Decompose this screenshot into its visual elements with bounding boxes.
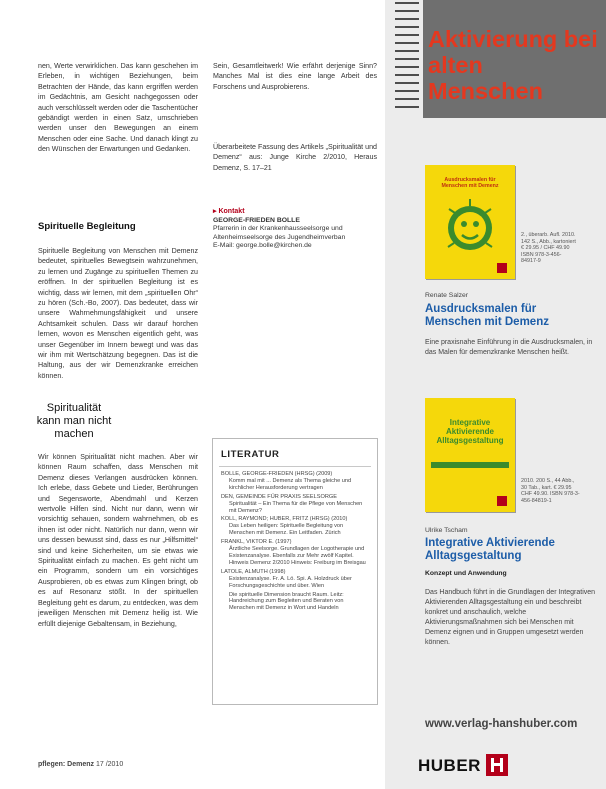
book2-author: Ulrike Tscham	[425, 527, 468, 534]
book1-meta-line: € 29.95 / CHF 49.90	[521, 245, 570, 252]
page-footer	[38, 761, 123, 768]
article-column-1-wrap	[118, 397, 198, 449]
book2-subtitle: Konzept und Anwendung	[425, 570, 507, 577]
entry-title: Ärztliche Seelsorge. Grundlagen der Logotherapie und Existenzanalyse. Ebenfalls zur Mehr zwölf Kapitel. Hinweis Demenz 2/2010 Hinweis: Freiburg im Breisgau	[229, 546, 366, 566]
literature-entry	[221, 494, 369, 515]
article-column-1-body-2	[38, 452, 198, 752]
article-column-1-body	[38, 246, 198, 396]
contact-name: GEORGE-FRIEDEN BOLLE	[213, 216, 300, 224]
huber-logo-icon	[486, 754, 508, 776]
article-column-1-top	[38, 61, 198, 155]
entry-title: Die spirituelle Dimension braucht Raum. Leitz: Handreichung zum Begleiten und Beraten von Menschen mit Demenz in Wort und Handeln	[229, 591, 344, 612]
book1-description: Eine praxisnahe Einführung in die Ausdrucksmalen, in das Malen für demenzkranke Menschen heißt.	[425, 339, 593, 356]
book2-meta-line: 456-84819-1	[521, 497, 552, 504]
literature-entry	[221, 516, 369, 537]
book-cover-alltagsgestaltung[interactable]	[425, 398, 515, 512]
book1-author: Renate Salzer	[425, 292, 469, 299]
literature-title: LITERATUR	[221, 449, 280, 460]
entry-author: FRANKL, VIKTOR E. (1997)	[221, 539, 292, 546]
book-cover-title: Ausdrucksmalen für Menschen mit Demenz	[441, 177, 499, 190]
book2-meta-line: 30 Tab., kart. € 29.95	[521, 484, 572, 491]
publisher-name: HUBER	[418, 756, 481, 775]
divider	[219, 466, 371, 467]
book2-meta-line: 2010. 200 S., 44 Abb.,	[521, 478, 575, 484]
pull-quote: Spiritualität kann man nicht machen	[36, 402, 112, 440]
literature-entry	[221, 539, 369, 567]
book-cover-title: Integrative Aktivierende Alltagsgestaltung	[436, 418, 504, 445]
article-section	[38, 222, 198, 232]
entry-title: Das Leben heiligen: Spirituelle Begleitung von Menschen mit Demenz. Ein Leitfaden. Zürich	[229, 523, 344, 537]
book2-description: Das Handbuch führt in die Grundlagen der Integrativen Aktivierenden Alltagsgestaltung ein und beschreibt konkret und anschaulich, welche Aktivierungsmaßnahmen sich bei Menschen mit Demenz eignen und in Gruppen umgesetzt werden können.	[425, 589, 596, 646]
issue-number: 17 /2010	[95, 761, 124, 768]
source-note: Überarbeitete Fassung des Artikels „Spiritualität und Demenz“ aus: Junge Kirche 2/2010, Heraus Demenz, S. 17–21	[213, 143, 377, 172]
book2-meta-line: CHF 49.90. ISBN 978-3-	[521, 491, 580, 498]
entry-title: Existenzanalyse. Fr. A. Lö. Spi. A. Holzdruck über Forschungsgeschichte und über. Wien	[229, 575, 352, 589]
book1-meta-line: 142 S., Abb., kartoniert	[521, 238, 576, 245]
book-cover-ausdrucksmalen[interactable]	[425, 165, 515, 279]
painted-face-icon	[445, 197, 495, 259]
literature-box	[212, 438, 378, 705]
book2-meta	[521, 478, 603, 504]
book1-meta-line: ISBN 978-3-456-	[521, 251, 562, 258]
literature-entry	[221, 471, 369, 492]
section-heading: Spirituelle Begleitung	[38, 221, 136, 232]
article-paragraph: nen, Werte verwirklichen. Das kann geschehen im Erleben, in wichtigen Beziehungen, beim Betrachten der Hände, das kann ergriffen werden im Gedächtnis, am Gesicht nachgegossen oder auch verschlüsselt werden oder die Taschentücher gebändigt werden in einen Satz, umschrieben werden unser den Bewegungen an einem Menschen oder eine Sache. Und danach klingt zu den Wünschen der Erwartungen und Gedanken.	[38, 62, 198, 154]
ad-title: Aktivierung bei alten Menschen	[428, 26, 598, 104]
contact-box	[213, 208, 378, 251]
article-paragraph: Spirituelle Begleitung von Menschen mit Demenz bedeutet, spirituelles Bewegtsein wahrzunehmen, zu lernen und Zugänge zu spirituellen Themen zu eröffnen. In der spirituellen Begleitung ist es wichtig, dass wir lernen, mit dem „spirituellen Ohr“ zu hören (Sch.-Bo, 2007). Das bedeutet, dass wir unsere Wahrnehmungsfähigkeit und unsere Achtsamkeit schulen. Dass wir darauf horchen lernen, wovon es Menschen eigentlich geht, was unser Gegenüber im Innern bewegt und was das wir ihm mit Wertschätzung begegnen. Das ist die Haltung, aus der wir Demenzkranke erreichen können.	[38, 247, 198, 380]
article-source-note	[213, 142, 377, 173]
cover-band	[431, 462, 509, 468]
journal-name: pflegen: Demenz	[38, 761, 95, 768]
publisher-url[interactable]: www.verlag-hanshuber.com	[425, 718, 578, 730]
article-paragraph: Sein, Gesamtleitwerk! Wie erfährt derjenige Sinn? Manches Mal ist dies eine lange Arbeit des Forschens und Ausprobierens.	[213, 62, 377, 91]
book1-title: Ausdrucksmalen für Menschen mit Demenz	[425, 303, 549, 328]
contact-label-text: Kontakt	[218, 208, 245, 215]
entry-title: Spiritualität – Ein Thema für die Pflege von Menschen mit Demenz?	[229, 500, 363, 514]
entry-author: LATOLE, ALMUTH (1998)	[221, 568, 286, 575]
literature-entry	[221, 592, 369, 613]
article-paragraph: Wir können Spiritualität nicht machen. Aber wir können Raum schaffen, dass Menschen mit Demenz dieses Verlangen ausdrücken können. Ich erlebe, dass Gebete und Lieder, Berührungen und Segensworte, Abendmahl und Kerzen wertvolle Hilfen sind. Nicht nur dann, wenn wir vorsichtig sehauen, sondern wahrnehmen, ob es ihnen ist oder nicht. Natürlich nur dann, wenn wir uns dessen bewusst sind, dass es nur „Hilfsmittel“ sind und keine Sicherheiten, um sie etwas wie Spiritualität einfach zu machen. Es geht nicht um ein Programm, sondern um ein vorsichtiges Ausprobieren, ob es etwas zum Klingen bringt, ob es auf Resonanz stößt. In der spirituellen Begleitung geht es darum, zu entdecken, was dem jeweiligen Menschen mit Demenz heilig ist. Wie erfüllt diejenige Gebaltensam, in Beziehung,	[38, 453, 198, 628]
contact-label: ▸ Kontakt	[213, 208, 245, 215]
entry-title: Komm mal mit ... Demenz als Thema gleiche und kirchlicher Herausforderung vertragen	[229, 477, 352, 491]
contact-email[interactable]: E-Mail: george.bolle@kirchen.de	[213, 242, 312, 250]
literature-entry	[221, 569, 369, 590]
publisher-logo-icon	[497, 496, 507, 506]
entry-author: DEN, GEMEINDE FÜR PRAXIS SEELSORGE	[221, 493, 337, 500]
publisher-logo-icon	[497, 263, 507, 273]
book1-meta-line: 84917-9	[521, 258, 541, 265]
advertisement	[385, 0, 606, 789]
contact-line: Altenheimseelsorge des Jugendheimverban	[213, 233, 346, 241]
contact-line: Pfarrerin in der Krankenhausseelsorge und	[213, 225, 343, 233]
entry-author: BOLLE, GEORGE-FRIEDEN (HRSG) (2009)	[221, 471, 333, 477]
article-column-2-top	[213, 61, 377, 92]
book1-meta-line: 2., überarb. Aufl. 2010.	[521, 232, 576, 238]
book2-title: Integrative Aktivierende Alltagsgestaltung	[425, 537, 555, 562]
entry-author: KOLL, RAYMOND; HUBER, FRITZ (HRSG) (2010)	[221, 516, 348, 523]
book1-meta	[521, 232, 603, 265]
decorative-stripes	[395, 2, 419, 118]
